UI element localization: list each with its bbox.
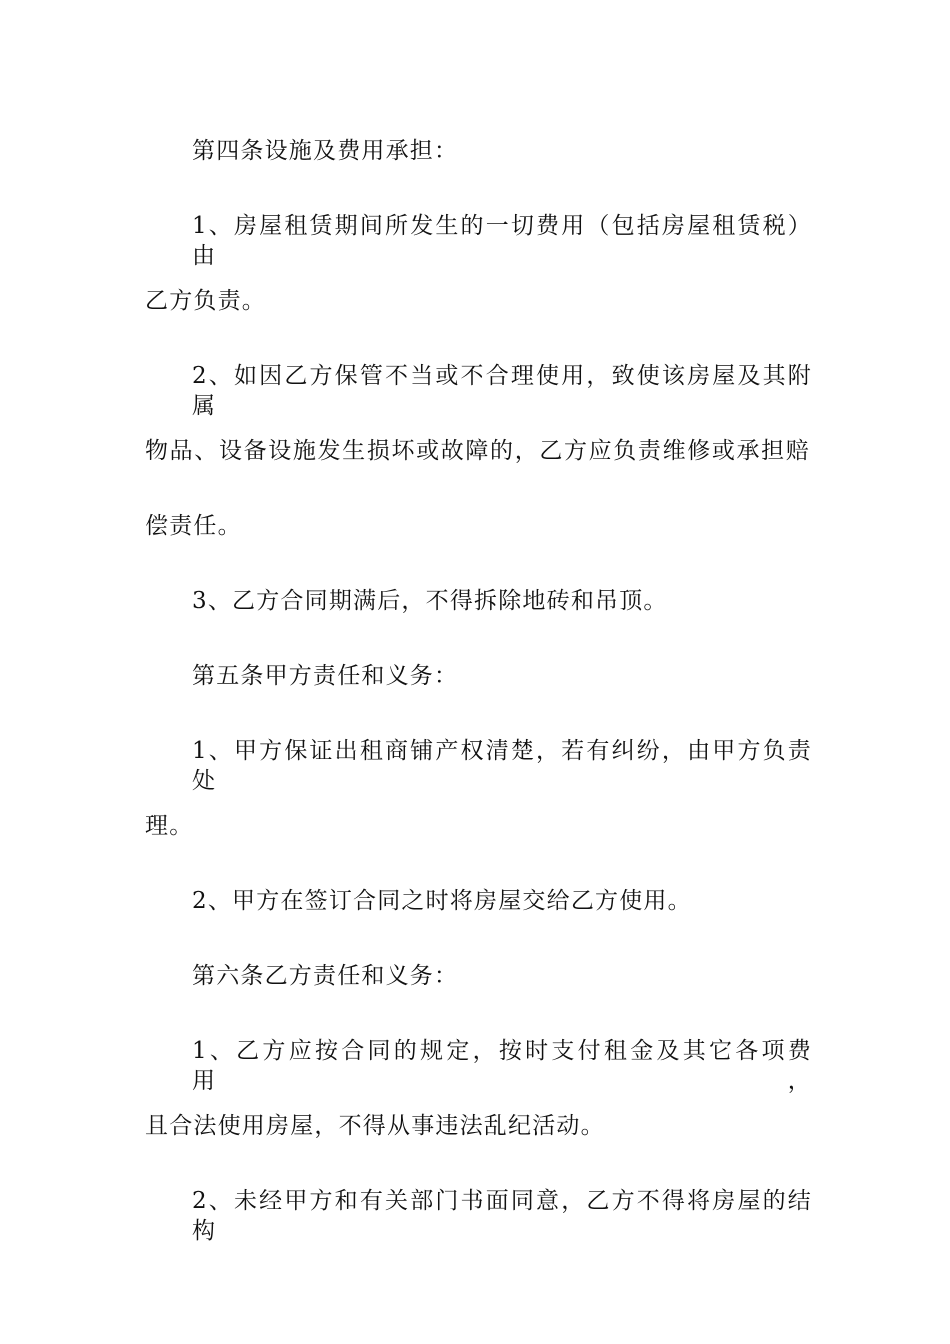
paragraph-line: 3、乙方合同期满后，不得拆除地砖和吊顶。	[192, 588, 668, 614]
paragraph-line: 2、如因乙方保管不当或不合理使用，致使该房屋及其附属	[192, 363, 812, 419]
section-heading-6: 第六条乙方责任和义务：	[192, 963, 459, 989]
paragraph-line: 1、乙方应按合同的规定，按时支付租金及其它各项费用，	[192, 1038, 812, 1094]
paragraph-line: 物品、设备设施发生损坏或故障的，乙方应负责维修或承担赔	[145, 438, 810, 464]
section-heading-4: 第四条设施及费用承担：	[192, 138, 459, 164]
paragraph-line: 2、甲方在签订合同之时将房屋交给乙方使用。	[192, 888, 692, 914]
paragraph-line: 偿责任。	[145, 513, 242, 539]
paragraph-line: 2、未经甲方和有关部门书面同意，乙方不得将房屋的结构	[192, 1188, 812, 1244]
paragraph-line: 且合法使用房屋，不得从事违法乱纪活动。	[145, 1113, 605, 1139]
paragraph-line: 1、房屋租赁期间所发生的一切费用（包括房屋租赁税）由	[192, 213, 812, 269]
paragraph-line: 1、甲方保证出租商铺产权清楚，若有纠纷，由甲方负责处	[192, 738, 812, 794]
paragraph-line: 乙方负责。	[145, 288, 266, 314]
paragraph-line: 理。	[145, 813, 194, 839]
section-heading-5: 第五条甲方责任和义务：	[192, 663, 459, 689]
